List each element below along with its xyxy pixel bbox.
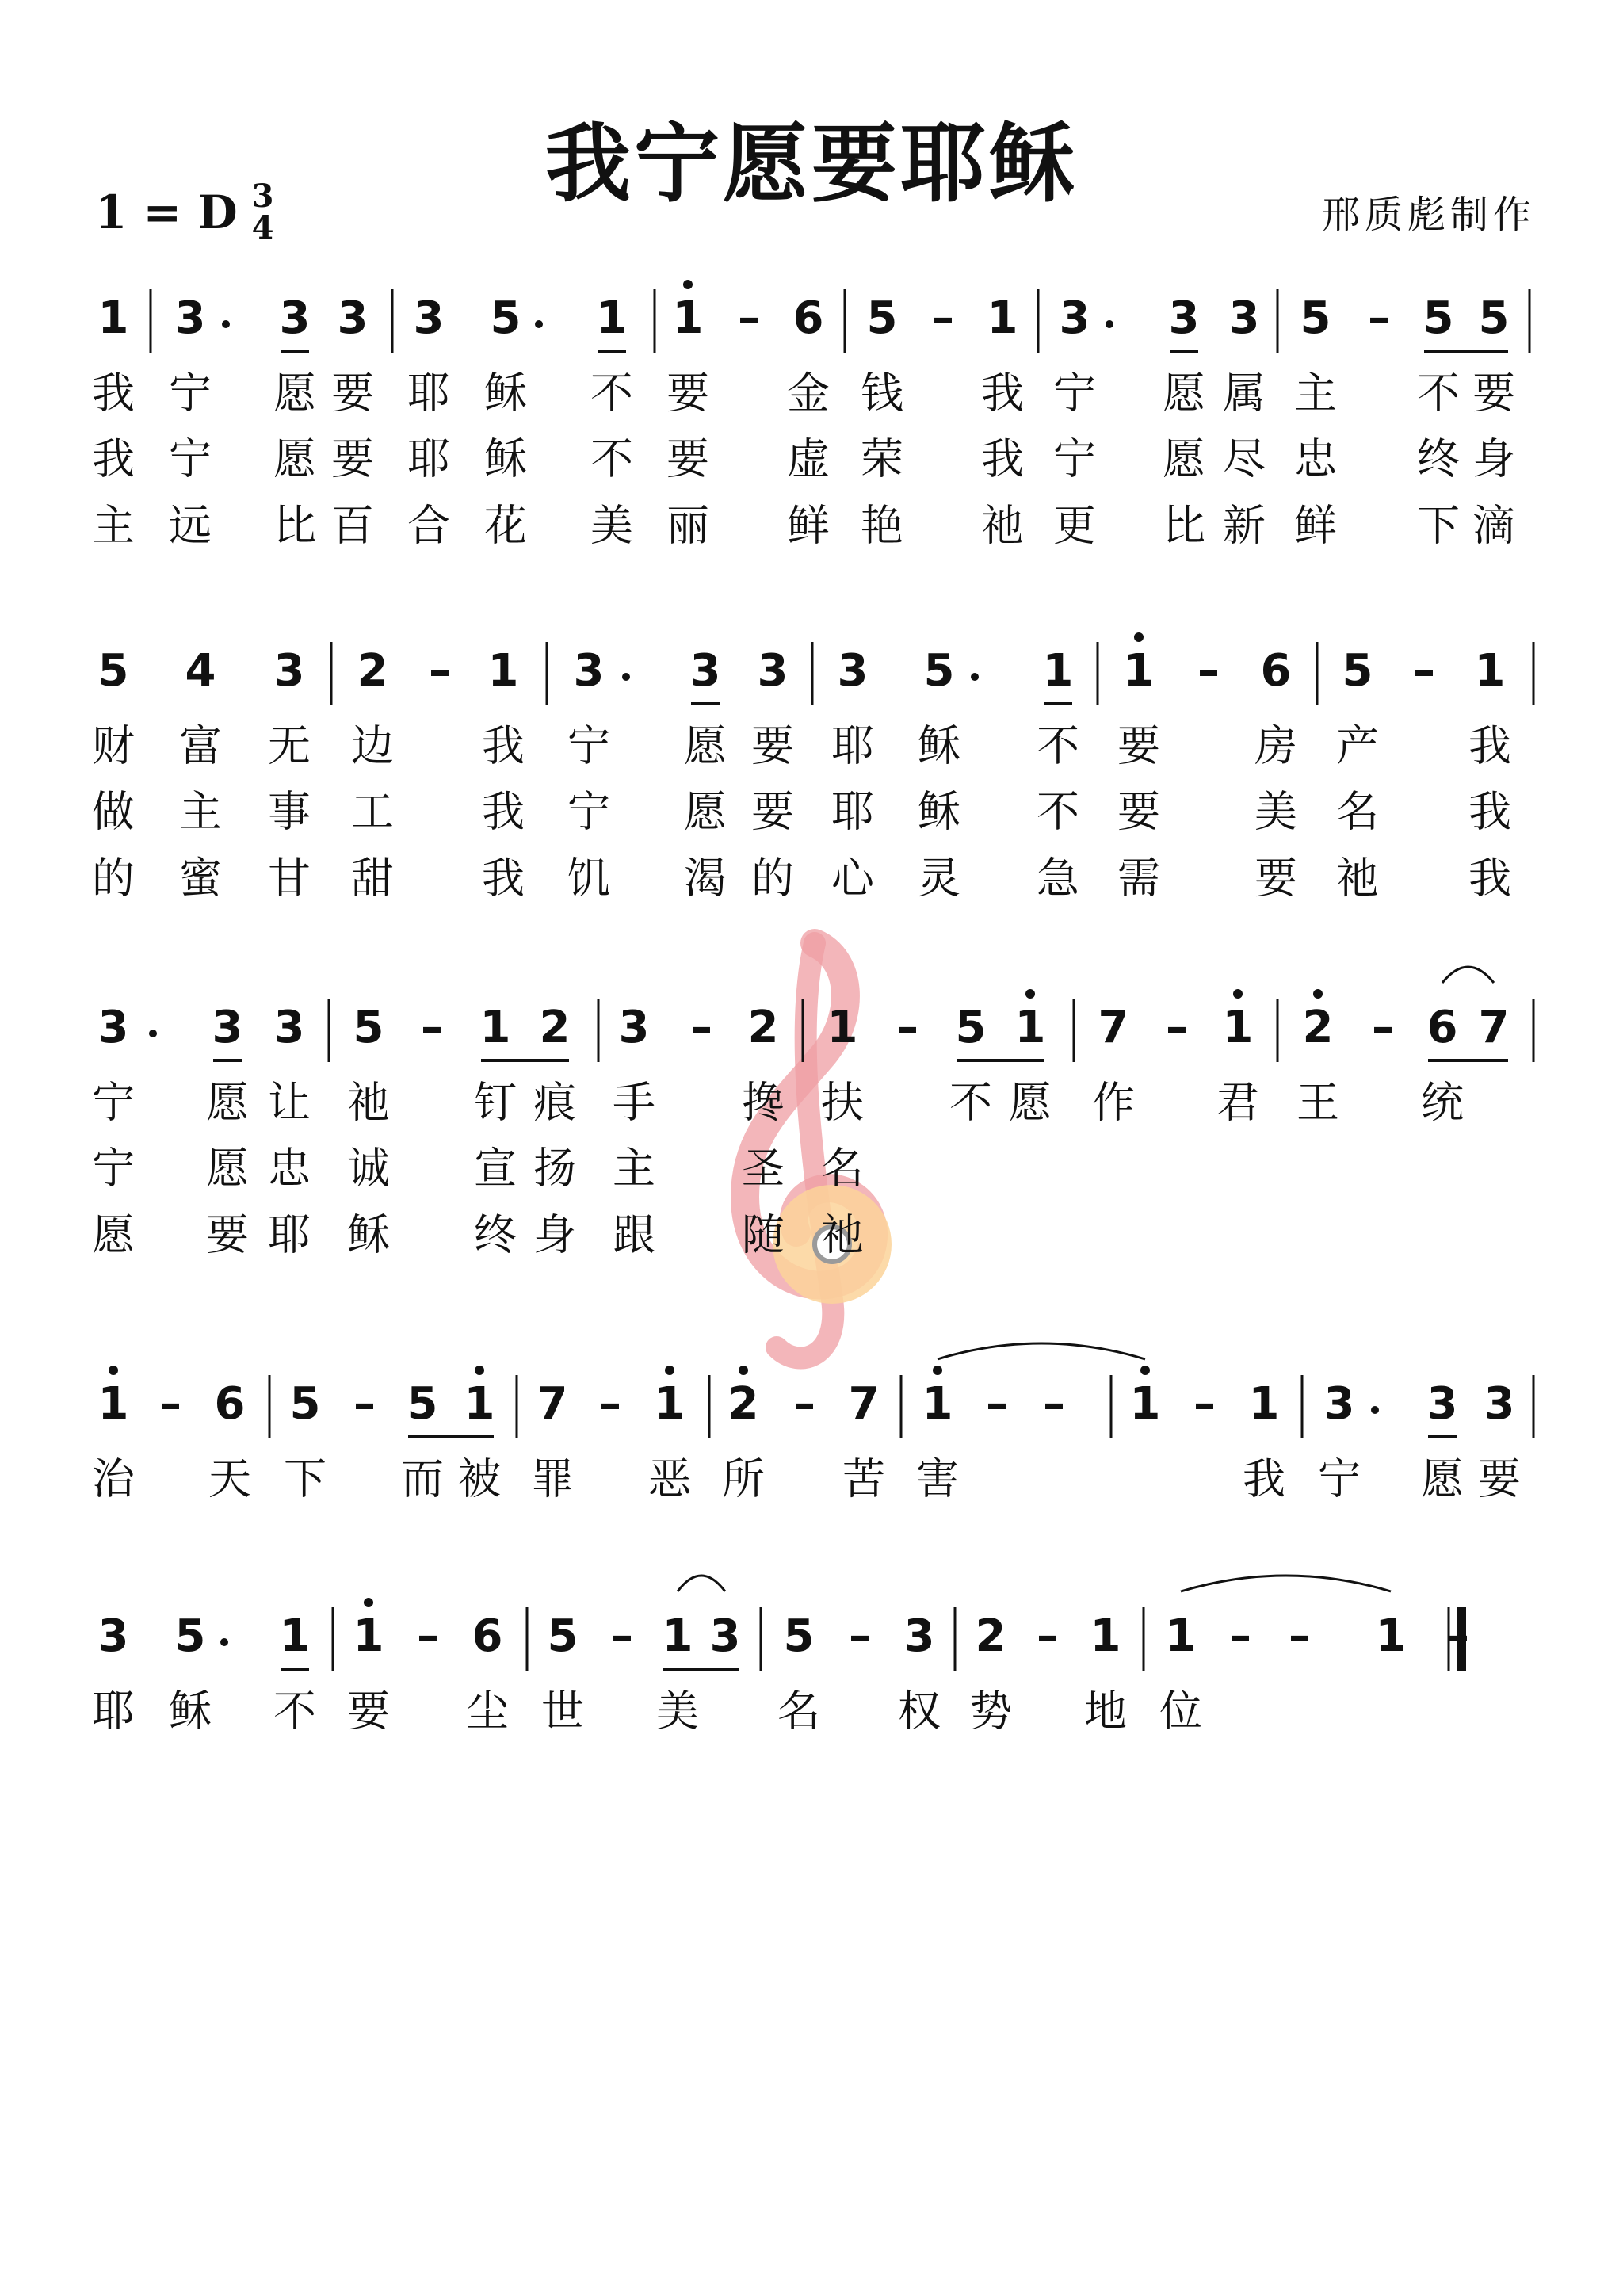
dash-sustain: –	[932, 292, 954, 345]
lyric-char: 随	[742, 1209, 785, 1260]
note: 3	[97, 1610, 129, 1663]
augmentation-dot	[149, 1030, 157, 1037]
lyric-char: 耶	[268, 1209, 311, 1260]
lyric-char: 王	[1296, 1077, 1339, 1128]
lyric-char: 祂	[1336, 853, 1379, 904]
lyric-char: 不	[590, 368, 633, 418]
lyric-char: 我	[1468, 853, 1511, 904]
note: 5	[1478, 292, 1510, 345]
high-octave-dot	[1313, 989, 1323, 999]
note: 1	[922, 1378, 953, 1431]
lyric-char: 我	[92, 368, 135, 418]
lyric-char: 愿	[1421, 1454, 1464, 1504]
note: 7	[848, 1378, 880, 1431]
lyric-char: 要	[1117, 786, 1160, 837]
dash-sustain: –	[353, 1378, 376, 1431]
dash-sustain: –	[1197, 645, 1220, 697]
lyric-char: 要	[1472, 368, 1515, 418]
high-octave-dot	[665, 1366, 674, 1375]
lyric-char: 我	[1468, 720, 1511, 771]
lyric-char: 身	[1472, 434, 1515, 484]
lyric-char: 工	[351, 786, 394, 837]
dash-sustain: –	[1166, 1002, 1188, 1054]
lyric-char: 忠	[1294, 434, 1337, 484]
note: 6	[214, 1378, 246, 1431]
lyric-char: 不	[1417, 368, 1460, 418]
lyric-char: 祂	[821, 1209, 864, 1260]
dash-sustain: –	[690, 1002, 712, 1054]
lyric-char: 愿	[206, 1143, 249, 1194]
lyric-char: 愿	[1163, 368, 1205, 418]
note: 1	[1474, 645, 1506, 697]
lyric-char: 钱	[861, 368, 903, 418]
lyric-char: 扬	[533, 1143, 576, 1194]
lyric-char: 宁	[567, 786, 610, 837]
lyric-char: 要	[347, 1686, 390, 1736]
note: 5	[353, 1002, 384, 1054]
lyric-char: 主	[179, 786, 222, 837]
dash-sustain: –	[1368, 292, 1390, 345]
lyric-char: 扶	[821, 1077, 864, 1128]
dash-sustain: –	[1372, 1002, 1394, 1054]
note: 1	[97, 1378, 129, 1431]
lyric-char: 我	[981, 368, 1024, 418]
note: 2	[357, 645, 388, 697]
lyric-char: 名	[1336, 786, 1379, 837]
lyric-char: 比	[273, 500, 316, 551]
lyric-char: 愿	[1163, 434, 1205, 484]
lyric-char: 蜜	[179, 853, 222, 904]
lyric-char: 不	[590, 434, 633, 484]
note: 3	[1059, 292, 1090, 345]
note: 3	[273, 645, 305, 697]
note: 1	[654, 1378, 685, 1431]
note: 3	[1484, 1378, 1515, 1431]
lyric-char: 稣	[347, 1209, 390, 1260]
lyric-char: 愿	[684, 786, 727, 837]
lyric-char: 终	[474, 1209, 517, 1260]
lyric-char: 渴	[684, 853, 727, 904]
lyric-char: 要	[331, 434, 374, 484]
note: 1	[987, 292, 1018, 345]
lyric-char: 忠	[268, 1143, 311, 1194]
lyric-char: 地	[1084, 1686, 1127, 1736]
dash-sustain: –	[1043, 1378, 1065, 1431]
lyric-char: 祂	[347, 1077, 390, 1128]
lyric-char: 要	[206, 1209, 249, 1260]
note: 3	[757, 645, 789, 697]
lyric-char: 钉	[474, 1077, 517, 1128]
note: 1	[464, 1378, 495, 1431]
lyric-char: 宁	[169, 434, 212, 484]
lyric-char: 不	[1037, 786, 1079, 837]
high-octave-dot	[933, 1366, 942, 1375]
note: 5	[923, 645, 955, 697]
note: 3	[903, 1610, 935, 1663]
augmentation-dot	[222, 320, 230, 328]
lyric-char: 手	[613, 1077, 655, 1128]
dash-sustain: –	[1447, 1610, 1469, 1663]
high-octave-dot	[364, 1598, 373, 1607]
lyric-char: 尘	[466, 1686, 509, 1736]
lyric-char: 耶	[831, 720, 874, 771]
lyric-char: 名	[777, 1686, 820, 1736]
note: 1	[596, 292, 628, 345]
dash-sustain: –	[1193, 1378, 1216, 1431]
lyric-char: 天	[208, 1454, 251, 1504]
lyric-char: 的	[751, 853, 794, 904]
lyric-char: 鲜	[787, 500, 830, 551]
note: 5	[1423, 292, 1454, 345]
note: 3	[1426, 1378, 1458, 1431]
lyric-char: 鲜	[1294, 500, 1337, 551]
note: 7	[537, 1378, 568, 1431]
note: 3	[618, 1002, 650, 1054]
lyric-char: 稣	[918, 786, 960, 837]
note: 1	[1123, 645, 1155, 697]
dash-sustain: –	[986, 1378, 1008, 1431]
high-octave-dot	[1134, 632, 1144, 642]
augmentation-dot	[220, 1638, 228, 1646]
lyric-char: 痕	[533, 1077, 576, 1128]
lyric-char: 荣	[861, 434, 903, 484]
note: 7	[1098, 1002, 1129, 1054]
lyric-char: 甜	[351, 853, 394, 904]
lyric-char: 名	[821, 1143, 864, 1194]
note: 5	[97, 645, 129, 697]
note: 1	[279, 1610, 311, 1663]
note: 1	[487, 645, 519, 697]
lyric-char: 愿	[684, 720, 727, 771]
tie-slur	[938, 1343, 1145, 1359]
note: 1	[1248, 1378, 1280, 1431]
lyric-char: 君	[1216, 1077, 1259, 1128]
lyric-char: 所	[722, 1454, 765, 1504]
lyric-char: 尽	[1223, 434, 1266, 484]
dash-sustain: –	[421, 1002, 443, 1054]
note: 3	[279, 292, 311, 345]
lyric-char: 愿	[206, 1077, 249, 1128]
note: 1	[97, 292, 129, 345]
lyric-char: 我	[1468, 786, 1511, 837]
note: 3	[573, 645, 605, 697]
lyric-char: 合	[407, 500, 450, 551]
lyric-char: 边	[351, 720, 394, 771]
lyric-char: 势	[969, 1686, 1012, 1736]
note: 3	[174, 292, 206, 345]
note: 3	[97, 1002, 129, 1054]
note: 3	[837, 645, 869, 697]
lyric-char: 美	[590, 500, 633, 551]
lyric-char: 耶	[407, 434, 450, 484]
lyric-char: 耶	[92, 1686, 135, 1736]
lyric-char: 愿	[273, 368, 316, 418]
dash-sustain: –	[611, 1610, 633, 1663]
lyric-char: 美	[1254, 786, 1297, 837]
note: 3	[273, 1002, 305, 1054]
lyric-char: 宁	[1053, 434, 1096, 484]
lyric-char: 耶	[831, 786, 874, 837]
augmentation-dot	[971, 673, 979, 681]
note: 1	[353, 1610, 384, 1663]
note: 1	[1375, 1610, 1407, 1663]
lyric-char: 的	[92, 853, 135, 904]
dash-sustain: –	[417, 1610, 439, 1663]
lyric-char: 苦	[842, 1454, 885, 1504]
lyric-char: 更	[1053, 500, 1096, 551]
note: 3	[1168, 292, 1200, 345]
lyric-char: 灵	[918, 853, 960, 904]
tie-slur	[1442, 967, 1494, 983]
dash-sustain: –	[429, 645, 451, 697]
note: 3	[1228, 292, 1260, 345]
lyric-char: 恶	[648, 1454, 691, 1504]
augmentation-dot	[1106, 320, 1113, 328]
note: 5	[783, 1610, 815, 1663]
lyric-char: 治	[92, 1454, 135, 1504]
lyric-char: 比	[1163, 500, 1205, 551]
high-octave-dot	[739, 1366, 748, 1375]
lyric-char: 被	[458, 1454, 501, 1504]
note: 6	[792, 292, 824, 345]
lyric-char: 宁	[92, 1077, 135, 1128]
dash-sustain: –	[1037, 1610, 1059, 1663]
lyric-char: 宣	[474, 1143, 517, 1194]
lyric-char: 罪	[531, 1454, 574, 1504]
lyric-char: 主	[1294, 368, 1337, 418]
note: 1	[1222, 1002, 1254, 1054]
lyric-char: 做	[92, 786, 135, 837]
lyric-char: 不	[1037, 720, 1079, 771]
lyric-char: 丽	[666, 500, 709, 551]
lyric-char: 美	[656, 1686, 699, 1736]
note: 2	[727, 1378, 759, 1431]
dash-sustain: –	[896, 1002, 918, 1054]
augmentation-dot	[1371, 1406, 1379, 1414]
lyric-char: 主	[92, 500, 135, 551]
lyric-char: 金	[787, 368, 830, 418]
lyric-char: 要	[751, 720, 794, 771]
lyric-char: 不	[273, 1686, 316, 1736]
author-credit: 邢质彪制作	[1321, 193, 1536, 237]
lyric-char: 诚	[347, 1143, 390, 1194]
lyric-char: 要	[666, 368, 709, 418]
lyric-char: 要	[666, 434, 709, 484]
note: 1	[1129, 1378, 1161, 1431]
dash-sustain: –	[849, 1610, 871, 1663]
note: 6	[472, 1610, 503, 1663]
tie-slur	[1181, 1576, 1391, 1591]
note: 5	[866, 292, 898, 345]
lyric-char: 房	[1254, 720, 1297, 771]
note: 1	[1042, 645, 1074, 697]
lyric-char: 花	[484, 500, 527, 551]
note: 5	[1300, 292, 1331, 345]
lyric-char: 下	[284, 1454, 327, 1504]
note: 5	[407, 1378, 438, 1431]
lyric-char: 财	[92, 720, 135, 771]
high-octave-dot	[475, 1366, 484, 1375]
lyric-char: 需	[1117, 853, 1160, 904]
note: 3	[689, 645, 721, 697]
note: 3	[212, 1002, 243, 1054]
lyric-char: 要	[1117, 720, 1160, 771]
lyric-char: 宁	[1318, 1454, 1361, 1504]
note: 5	[1342, 645, 1373, 697]
note: 3	[337, 292, 369, 345]
note: 5	[174, 1610, 206, 1663]
lyric-char: 作	[1092, 1077, 1135, 1128]
lyric-char: 我	[981, 434, 1024, 484]
lyric-char: 让	[268, 1077, 311, 1128]
lyric-char: 我	[1243, 1454, 1285, 1504]
note: 5	[955, 1002, 987, 1054]
lyric-char: 搀	[742, 1077, 785, 1128]
lyric-char: 世	[541, 1686, 584, 1736]
lyric-char: 稣	[169, 1686, 212, 1736]
lyric-char: 下	[1417, 500, 1460, 551]
note: 3	[709, 1610, 741, 1663]
note: 1	[662, 1610, 693, 1663]
dash-sustain: –	[599, 1378, 621, 1431]
lyric-char: 耶	[407, 368, 450, 418]
lyric-char: 无	[268, 720, 311, 771]
dash-sustain: –	[159, 1378, 181, 1431]
note: 5	[547, 1610, 579, 1663]
high-octave-dot	[683, 280, 693, 289]
augmentation-dot	[622, 673, 630, 681]
meter-bottom: 4	[251, 209, 274, 246]
lyric-char: 产	[1336, 720, 1379, 771]
note: 1	[1165, 1610, 1197, 1663]
note: 1	[1014, 1002, 1046, 1054]
lyric-char: 祂	[981, 500, 1024, 551]
lyric-char: 要	[751, 786, 794, 837]
lyric-char: 位	[1159, 1686, 1202, 1736]
lyric-char: 我	[92, 434, 135, 484]
lyric-char: 属	[1223, 368, 1266, 418]
dash-sustain: –	[1229, 1610, 1251, 1663]
high-octave-dot	[1140, 1366, 1150, 1375]
high-octave-dot	[1025, 989, 1035, 999]
key-label: 1 = D	[95, 185, 238, 239]
note: 5	[490, 292, 521, 345]
lyric-char: 愿	[273, 434, 316, 484]
note: 2	[747, 1002, 779, 1054]
lyric-char: 甘	[268, 853, 311, 904]
lyric-char: 要	[331, 368, 374, 418]
note: 7	[1478, 1002, 1510, 1054]
lyric-char: 富	[179, 720, 222, 771]
lyric-char: 艳	[861, 500, 903, 551]
lyric-char: 权	[898, 1686, 941, 1736]
song-title: 我宁愿要耶稣	[544, 114, 1078, 214]
lyric-char: 而	[401, 1454, 444, 1504]
high-octave-dot	[1233, 989, 1243, 999]
lyric-char: 害	[916, 1454, 959, 1504]
lyric-char: 统	[1421, 1077, 1464, 1128]
lyric-char: 宁	[92, 1143, 135, 1194]
lyric-char: 心	[831, 853, 874, 904]
high-octave-dot	[109, 1366, 118, 1375]
lyric-char: 不	[949, 1077, 992, 1128]
lyric-char: 滴	[1472, 500, 1515, 551]
lyric-char: 稣	[484, 434, 527, 484]
note: 2	[1302, 1002, 1334, 1054]
lyric-char: 事	[268, 786, 311, 837]
lyric-char: 我	[482, 786, 525, 837]
note: 1	[672, 292, 704, 345]
lyric-char: 远	[169, 500, 212, 551]
lyric-char: 要	[1478, 1454, 1521, 1504]
dash-sustain: –	[1413, 645, 1435, 697]
lyric-char: 宁	[169, 368, 212, 418]
note: 5	[289, 1378, 321, 1431]
dash-sustain: –	[738, 292, 760, 345]
augmentation-dot	[535, 320, 543, 328]
lyric-char: 稣	[918, 720, 960, 771]
lyric-char: 要	[1254, 853, 1297, 904]
note: 1	[1090, 1610, 1121, 1663]
lyric-char: 我	[482, 853, 525, 904]
lyric-char: 跟	[613, 1209, 655, 1260]
lyric-char: 我	[482, 720, 525, 771]
dash-sustain: –	[1289, 1610, 1311, 1663]
lyric-char: 愿	[1009, 1077, 1052, 1128]
lyric-char: 愿	[92, 1209, 135, 1260]
lyric-char: 百	[331, 500, 374, 551]
lyric-char: 虚	[787, 434, 830, 484]
lyric-char: 急	[1037, 853, 1079, 904]
lyric-char: 稣	[484, 368, 527, 418]
note: 4	[185, 645, 216, 697]
note: 3	[1323, 1378, 1355, 1431]
note: 2	[539, 1002, 571, 1054]
note: 6	[1260, 645, 1292, 697]
lyric-char: 宁	[1053, 368, 1096, 418]
dash-sustain: –	[793, 1378, 815, 1431]
note: 2	[975, 1610, 1006, 1663]
lyric-char: 圣	[742, 1143, 785, 1194]
note: 1	[827, 1002, 858, 1054]
lyric-char: 宁	[567, 720, 610, 771]
lyric-char: 身	[533, 1209, 576, 1260]
note: 6	[1426, 1002, 1458, 1054]
meter-top: 3	[251, 178, 274, 215]
lyric-char: 终	[1417, 434, 1460, 484]
lyric-char: 饥	[567, 853, 610, 904]
note: 3	[413, 292, 445, 345]
note: 1	[479, 1002, 511, 1054]
tie-slur	[678, 1576, 725, 1591]
lyric-char: 主	[613, 1143, 655, 1194]
lyric-char: 新	[1223, 500, 1266, 551]
